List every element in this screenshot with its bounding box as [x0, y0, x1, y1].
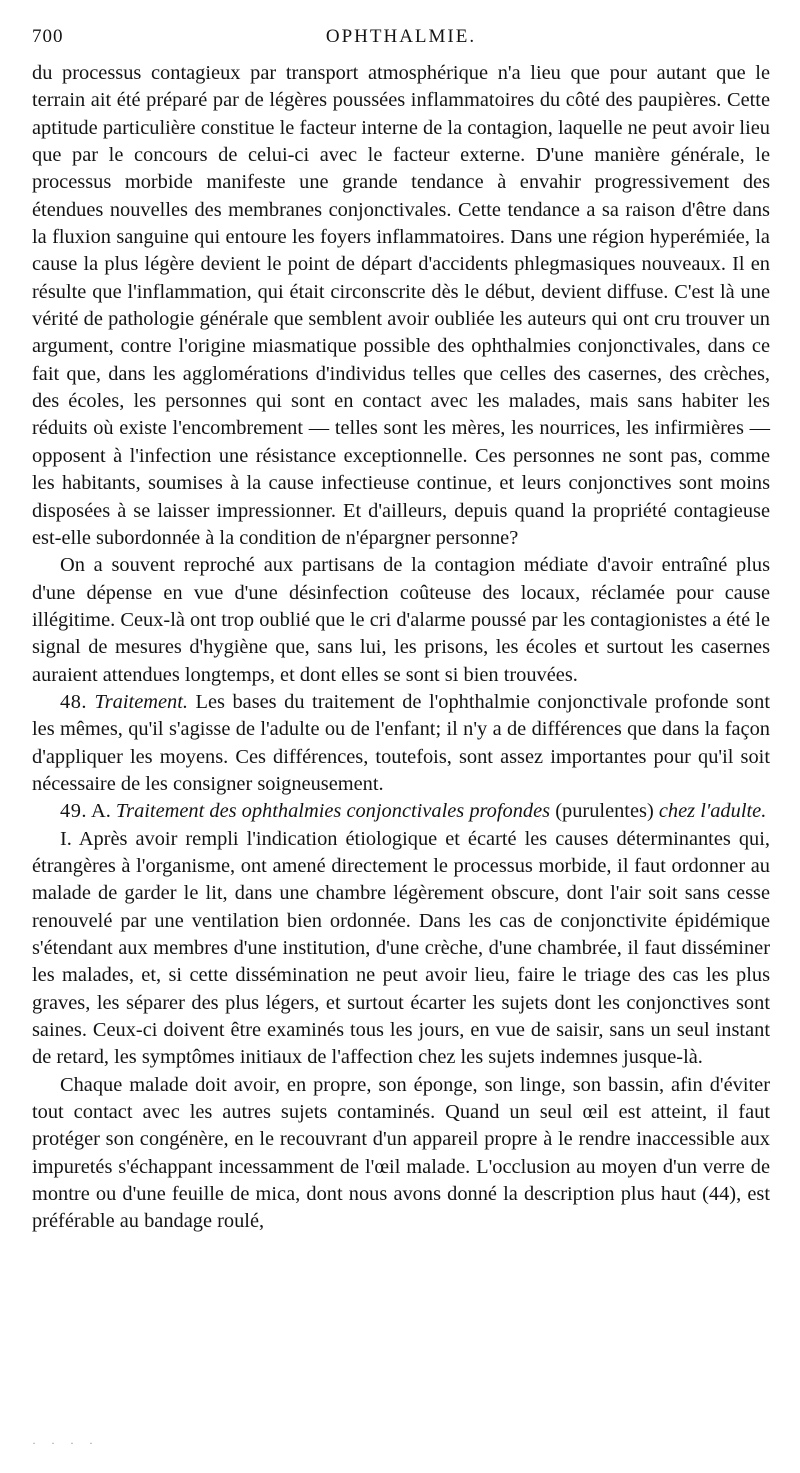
section-title-paren: (purulentes) — [555, 800, 654, 823]
page-edge-marks: · · · · — [32, 1436, 99, 1450]
section-text: Les bases du traitement de l'ophthalmie conjonctivale profonde sont les mêmes, qu'il s'agisse de l'adulte ou de l'enfant; il n'y a de différences que dans la façon d'appliquer les moyens. Ces différences, toutefois, sont assez importantes pour qu'il soit nécessaire de les consigner soigneusement. — [32, 690, 770, 795]
page-header — [32, 26, 770, 60]
page-number: 700 — [32, 26, 64, 47]
paragraph: I. Après avoir rempli l'indication étiologique et écarté les causes déterminantes qui, étrangères à l'organisme, ont amené directement le processus morbide, il faut ordonner au malade de garder le lit, dans une chambre légèrement obscure, dont l'air soit sans cesse renouvelé par une ventilation bien ordonnée. Dans les cas de conjonctivite épidémique s'étendant aux membres d'une institution, d'une crèche, d'une chambrée, il faut disséminer les malades, et, si cette dissémination ne peut avoir lieu, faire le triage des cas les plus graves, les séparer des plus légers, et surtout écarter les sujets dont les conjonctives sont saines. Ceux-ci doivent être examinés tous les jours, en vue de saisir, sans un seul instant de retard, les symptômes initiaux de l'affection chez les sujets indemnes jusque-là. — [32, 827, 770, 1069]
section-title: Traitement des ophthalmies conjonctivales profondes — [115, 800, 551, 823]
paragraph: On a souvent reproché aux partisans de la contagion médiate d'avoir entraîné plus d'une dépense en vue d'une désinfection coûteuse des locaux, réclamée pour cause illégitime. Ceux-là ont trop oublié que le cri d'alarme poussé par les contagionistes a été le signal de mesures d'hygiène que, sans lui, les prisons, les écoles et surtout les casernes auraient attendues longtemps, et dont elles se sont si bien trouvées. — [32, 554, 770, 686]
section-48 — [32, 689, 770, 798]
section-title-end: chez l'adulte. — [658, 800, 767, 823]
section-number: 48. — [60, 690, 87, 713]
document-page — [32, 26, 770, 1236]
paragraph: Chaque malade doit avoir, en propre, son éponge, son linge, son bassin, afin d'éviter tout contact avec les autres sujets contaminés. Quand un seul œil est atteint, il faut protéger son congénère, en le recouvrant d'un appareil propre à le rendre inaccessible aux impuretés s'échappant incessamment de l'œil malade. L'occlusion au moyen d'un verre de montre ou d'une feuille de mica, dont nous avons donné la description plus haut (44), est préférable au bandage roulé, — [32, 1073, 770, 1233]
running-title: OPHTHALMIE. — [325, 26, 477, 47]
section-49-heading — [32, 798, 770, 825]
body-text — [32, 60, 770, 1236]
paragraph-continued: du processus contagieux par transport atmosphérique n'a lieu que pour autant que le terrain ait été préparé par de légères poussées inflammatoires du côté des paupières. Cette aptitude particulière constitue le facteur interne de la contagion, laquelle ne peut avoir lieu que par le concours de celui-ci avec le facteur externe. D'une manière générale, le processus morbide manifeste une grande tendance à envahir progressivement des étendues nouvelles des membranes conjonctivales. Cette tendance a sa raison d'être dans la fluxion sanguine qui entoure les foyers inflammatoires. Dans une région hyperémiée, la cause la plus légère devient le point de départ d'accidents phlegmasiques nouveaux. Il en résulte que l'inflammation, qui était circonscrite dès le début, devient diffuse. C'est là une vérité de pathologie générale que semblent avoir oubliée les auteurs qui ont cru trouver un argument, contre l'origine miasmatique possible des ophthalmies conjonctivales, dans ce fait que, dans les agglomérations d'individus telles que celles des casernes, des crèches, des écoles, les personnes qui sont en contact avec les malades, mais sans habiter les réduits où existe l'encombrement — telles sont les mères, les nourrices, les infirmières — opposent à l'infection une résistance exceptionnelle. Ces personnes ne sont pas, comme les habitants, soumises à la cause infectieuse continue, et leurs conjonctives sont moins disposées à se laisser impressionner. Et d'ailleurs, depuis quand la propriété contagieuse est-elle subordonnée à la condition de n'épargner personne? — [32, 62, 770, 549]
section-number: 49. — [60, 800, 87, 823]
section-letter: A. — [90, 800, 111, 823]
section-title: Traitement. — [94, 690, 188, 713]
